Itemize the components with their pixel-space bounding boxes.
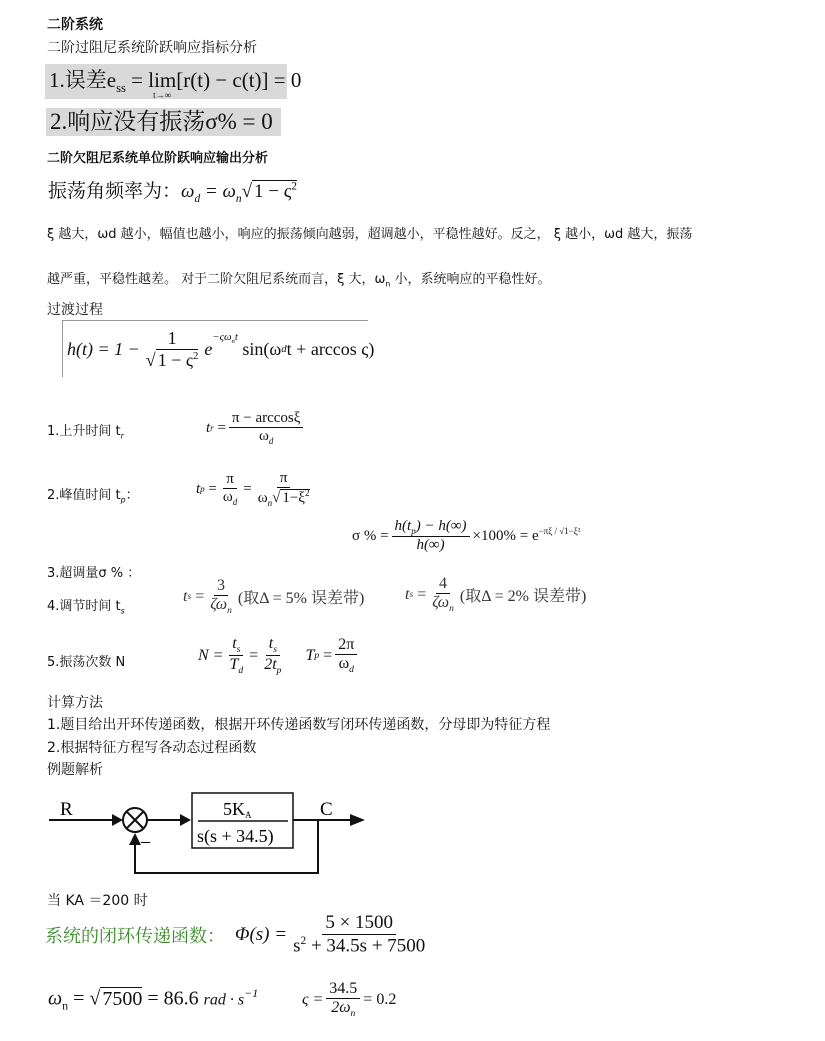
denominator: ω bbox=[222, 489, 233, 506]
formula-text: 7500 bbox=[102, 987, 143, 1010]
numerator: 5 × 1500 bbox=[322, 912, 396, 935]
settling-time-formula-2: t s = $\frac{4}{\zeta\omega_n}$ (取Δ = 2% 误差带) bbox=[405, 575, 587, 615]
formula-text: T bbox=[305, 646, 315, 664]
denominator-sub: p bbox=[276, 665, 282, 677]
formula-sub: d bbox=[281, 343, 287, 355]
numerator-sub: s bbox=[236, 644, 241, 656]
numerator: ) − h(∞) bbox=[415, 518, 467, 534]
formula-text: ×100% = e bbox=[472, 527, 539, 544]
formula-sup: −1 bbox=[244, 986, 259, 1000]
arrow-icon bbox=[180, 814, 191, 826]
method-step-2: 2.根据特征方程写各动态过程函数 bbox=[47, 740, 257, 756]
denominator: ω bbox=[338, 655, 350, 673]
exponent: −ςω bbox=[212, 331, 232, 343]
formula-label: 振荡角频率为： bbox=[48, 181, 182, 202]
paragraph-line-1: ξ 越大，ωd 越小，幅值也越小，响应的振荡倾向越弱，超调越小，平稳性越好。反之， ξ 越小，ωd 越大，振荡 bbox=[47, 227, 693, 242]
transition-heading: 过渡过程 bbox=[47, 302, 103, 318]
numerator: π bbox=[277, 470, 291, 488]
numerator: π bbox=[223, 471, 237, 489]
formula-note: (取Δ = 5% 误差带) bbox=[237, 590, 365, 608]
denominator: h(∞) bbox=[416, 537, 445, 554]
closed-loop-formula bbox=[45, 912, 431, 957]
numerator-sub: s bbox=[273, 644, 277, 656]
label: 2.峰值时间 t bbox=[47, 488, 121, 503]
exponent-sub: n bbox=[231, 338, 235, 346]
denominator-sub: n bbox=[267, 498, 273, 509]
method-step-1: 1.题目给出开环传递函数，根据开环传递函数写闭环传递函数，分母即为特征方程 bbox=[47, 717, 551, 733]
method-heading: 计算方法 bbox=[47, 695, 103, 711]
numerator: π − arccosξ bbox=[229, 410, 304, 428]
denominator-sub: d bbox=[268, 436, 274, 447]
formula-sub: s bbox=[187, 591, 192, 603]
block-diagram bbox=[40, 785, 380, 885]
denominator: ω bbox=[257, 490, 268, 507]
formula-text bbox=[235, 924, 287, 946]
formula-text: [r(t) − c(t)] = 0 bbox=[176, 68, 302, 92]
underdamped-heading: 二阶欠阻尼系统单位阶跃响应输出分析 bbox=[47, 151, 269, 166]
denominator-sub: d bbox=[238, 665, 244, 677]
label-sub: s bbox=[120, 606, 125, 616]
numerator: t bbox=[268, 635, 274, 652]
denominator: 2t bbox=[264, 656, 277, 674]
formula-text: t + arccos ς) bbox=[286, 338, 375, 359]
overshoot-formula bbox=[352, 518, 580, 555]
output-label: C bbox=[320, 799, 333, 820]
denominator: ζω bbox=[210, 596, 228, 614]
formula-sub: d bbox=[194, 192, 201, 205]
rise-time-formula: t r = $\frac{\pi - \arccos\xi}{\omega_d}$ bbox=[206, 410, 306, 447]
numerator: 1 bbox=[165, 328, 180, 350]
denominator-sub: d bbox=[349, 664, 354, 676]
numerator-sub: A bbox=[245, 810, 252, 820]
formula-unit: rad · s bbox=[203, 991, 245, 1009]
settling-time-label bbox=[47, 595, 125, 616]
gain-condition: 当 KA ＝200 时 bbox=[47, 893, 148, 909]
formula-text: t bbox=[405, 585, 410, 603]
oscillation-count-formula: N = $\frac{t_s}{T_d}$ = $\frac{t_s}{2t_p}$ T p = $\frac{2\pi}{\omega_d}$ bbox=[198, 635, 360, 676]
denominator-sup: 2 bbox=[300, 934, 307, 947]
numerator: 2π bbox=[335, 636, 357, 655]
formula-text: 1.误差e bbox=[49, 68, 117, 92]
numerator-sub: p bbox=[411, 526, 416, 536]
formula-sub: s bbox=[409, 589, 414, 601]
label: ： bbox=[125, 488, 139, 503]
overshoot-label: 3.超调量σ % ： bbox=[47, 566, 141, 581]
oscillation-count-label: 5.振荡次数 N bbox=[47, 655, 126, 670]
example-heading: 例题解析 bbox=[47, 762, 103, 778]
formula-sub: p bbox=[200, 484, 205, 495]
paragraph-line-2 bbox=[47, 268, 551, 289]
damped-frequency-formula: 振荡角频率为：$\omega_d = \omega_n√$ $1 - \varsigma^2$ bbox=[48, 180, 297, 205]
formula-sub: n bbox=[235, 192, 242, 205]
formula-text: σ % = bbox=[352, 527, 389, 544]
denominator-sub: d bbox=[232, 497, 238, 508]
denominator: 1 − ς bbox=[157, 349, 193, 370]
denominator: T bbox=[229, 656, 239, 674]
text: 越严重，平稳性越差。 对于二阶欠阻尼系统而言，ξ 大，ω bbox=[47, 272, 386, 287]
denominator: s bbox=[293, 935, 301, 957]
denominator: ω bbox=[258, 428, 269, 445]
formula-text: = lim bbox=[131, 68, 177, 92]
label: 4.调节时间 t bbox=[47, 599, 121, 614]
formula-sub: p bbox=[314, 650, 320, 662]
no-oscillation-formula: 2.响应没有振荡σ% = 0 bbox=[46, 108, 281, 136]
numerator: t bbox=[232, 635, 237, 652]
exponent: −πξ / √1−ξ² bbox=[538, 526, 581, 536]
formula-text: = √ bbox=[68, 987, 101, 1010]
formula-text: 1 − ς bbox=[254, 181, 292, 202]
block-numerator bbox=[223, 799, 252, 820]
formula-text: ω bbox=[181, 181, 195, 202]
formula-sup: 2 bbox=[291, 180, 297, 193]
denominator: + 34.5s + 7500 bbox=[306, 935, 426, 957]
formula-text: = 0.2 bbox=[363, 990, 397, 1008]
numerator: 5K bbox=[223, 799, 245, 819]
exponent: t bbox=[234, 331, 238, 343]
natural-frequency-formula bbox=[48, 986, 258, 1014]
formula-text: h(t) = 1 − bbox=[67, 338, 140, 359]
block-denominator: s(s + 34.5) bbox=[197, 826, 274, 846]
text: 小，系统响应的平稳性好。 bbox=[390, 272, 551, 287]
label-sub: r bbox=[120, 431, 124, 441]
denominator-sub: n bbox=[350, 1008, 356, 1020]
page-title: 二阶系统 bbox=[47, 17, 103, 33]
formula-text: t bbox=[206, 419, 211, 436]
step-response-formula: h(t) = 1 − $\frac{1}{√ 1 - \varsigma^2}$ e $^{-\varsigma\omega_nt}$ sin(ω d t + arccos ς) bbox=[62, 320, 368, 377]
formula-text: ω bbox=[48, 987, 63, 1010]
numerator: 3 bbox=[214, 577, 228, 596]
formula-sub: n bbox=[62, 998, 69, 1013]
denominator: 2ω bbox=[331, 999, 351, 1017]
formula-sub: ss bbox=[116, 81, 126, 96]
denominator: ζω bbox=[432, 594, 450, 612]
formula-text: = 86.6 bbox=[142, 987, 204, 1010]
denominator-sup: 2 bbox=[305, 488, 310, 499]
arrow-icon bbox=[350, 814, 365, 826]
peak-time-label bbox=[47, 484, 139, 505]
denominator-sub: n bbox=[449, 603, 454, 615]
input-label: R bbox=[60, 799, 73, 820]
minus-sign: − bbox=[140, 832, 152, 854]
limit-subscript: t→∞ bbox=[153, 90, 172, 100]
steady-state-error-formula bbox=[45, 64, 302, 100]
denominator: 1−ξ bbox=[282, 490, 305, 507]
formula-text: e bbox=[204, 338, 213, 359]
numerator: 4 bbox=[436, 575, 450, 594]
formula-text: Φ(s) = bbox=[235, 923, 288, 945]
numerator: h(t bbox=[394, 518, 412, 534]
overdamped-heading: 二阶过阻尼系统阶跃响应指标分析 bbox=[47, 40, 257, 56]
formula-text: = ω bbox=[200, 181, 236, 202]
formula-text: t bbox=[196, 480, 201, 497]
text-sub: n bbox=[385, 279, 391, 289]
formula-text: ς = bbox=[302, 990, 324, 1008]
label: 1.上升时间 t bbox=[47, 424, 121, 439]
denominator-sub: n bbox=[227, 605, 232, 617]
peak-time-formula: t p = $\frac{\pi}{\omega_d}$ = $\frac{\pi}{\omega_n√ 1-\xi^2}$ bbox=[196, 470, 310, 509]
closed-loop-label: 系统的闭环传递函数： bbox=[45, 925, 225, 946]
formula-note: (取Δ = 2% 误差带) bbox=[459, 588, 587, 606]
settling-time-formula-5: t s = $\frac{3}{\zeta\omega_n}$ (取Δ = 5% 误差带) bbox=[183, 577, 365, 617]
numerator: 34.5 bbox=[326, 980, 360, 999]
formula-text: N = bbox=[198, 646, 224, 664]
formula-sub: r bbox=[210, 423, 214, 434]
formula-text: sin(ω bbox=[242, 338, 282, 359]
arrow-icon bbox=[112, 814, 123, 826]
label-sub: p bbox=[120, 495, 126, 505]
formula-text: t bbox=[183, 587, 188, 605]
damping-ratio-formula bbox=[302, 980, 396, 1020]
rise-time-label bbox=[47, 420, 124, 441]
